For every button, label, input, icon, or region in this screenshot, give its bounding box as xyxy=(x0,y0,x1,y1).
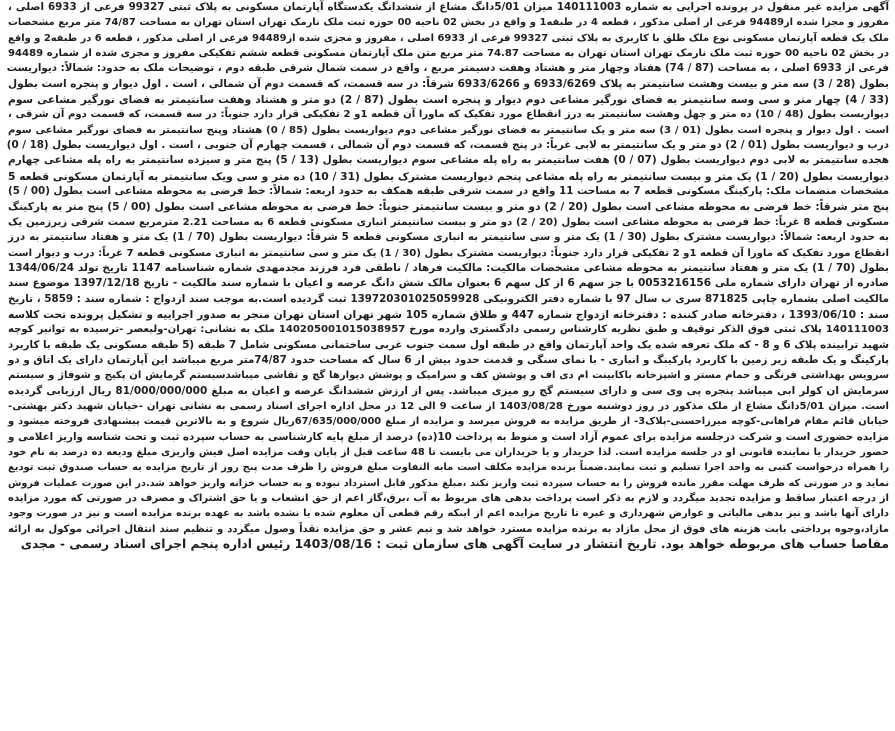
notice-line-19: صادره از تهران دارای شماره ملی 0053216156 با جز سهم 6 از کل سهم 6 بعنوان مالک شش دانگ عرصه و اعیان با شماره سند مالکیت - تاریخ 1397/12/18 موضوع سند xyxy=(8,277,889,290)
notice-line-3: ملک یک قطعه آپارتمان مسکونی نوع ملک طلق با کاربری به پلاک ثبتی 99327 فرعی از 6933 اصلی ، مفروز و مجزی شده از94489 فرعی از اصلی مذکور ، قطعه 6 در طبقه2 و واقع xyxy=(8,32,890,44)
notice-line-27: است. میزان 5/01دانگ مشاع از ملک مذکور در روز دوشنبه مورخ 1403/08/28 از ساعت 9 الی 12 در محل اداره اجرای اسناد رسمی به نشانی تهران -خیابان شهید دکتر بهشتی- xyxy=(8,400,889,412)
notice-line-10: درب و دیواریست بطول (01 / 2) دو متر و یک سانتیمتر به لابی غرباً: در پنج قسمت، که قسمت دوم آن شمالی ، قسمت چهارم آن جنوبی ، است . اول دیواریست بطول (18 / 0) xyxy=(6,139,889,152)
notice-line-22: 140111003 پلاک ثبتی فوق الذکر توقیف و طبق نظریه کارشناس رسمی دادگستری وارده مورخ 140205001015038957 ملک به نشانی: تهران-ولیعصر -ترسیده به توانیر کوچه xyxy=(8,324,890,336)
notice-line-12: دیواریست بطول (20 / 1) یک متر و بیست سانتیمتر به راه پله مشاعی پنجم دیواریست مشترک بطول (31 / 10) ده متر و سی ویک سانتیمتر به آپارتمان مسکونی قطعه 5 xyxy=(8,169,889,183)
notice-line-15: مسکونی قطعه 8 غرباً: خط فرضی به محوطه مشاعی است بطول (20 / 2) دو متر و بیست سانتیمتر انباری مسکونی قطعه 6 به مساحت 2.21 مترمربع سمت شرقی زیرزمین یک xyxy=(8,216,890,228)
notice-line-6: بطول (28 / 3) سه متر و بیست وهشت سانتیمتر به پلاک 6933/6269 و 6933/6266 شرقاً: در سه قسمت، که قسمت دوم آن شمالی ، است . اول دیوار و پنجره است بطول xyxy=(8,77,889,90)
notice-line-4: در بخش 02 ناحیه 00 حوزه ثبت ملک نارمک تهران استان تهران به مساحت 74.87 متر مربع متن ملک آپارتمان مسکونی قطعه ششم تفکیکی مفروز و مجزی شده از شماره 94489 xyxy=(8,48,890,60)
notice-line-9: است . اول دیوار و پنجره است بطول (01 / 3) سه متر و یک سانتیمتر به فضای نورگیر مشاعی دوم دیواریست بطول (85 / 0) هشتاد وپنج سانتیمتر به فضای نورگیر مشاعی سوم xyxy=(8,124,889,136)
notice-line-16: به حدود اربعه: شمالاً: دیواریست مشترک بطول (30 / 1) یک متر و سی سانتیمتر به انباری مسکونی قطعه 5 شرقاً: دیواریست بطول (70 / 1) یک متر و هفتاد سانتیمتر به درز xyxy=(8,231,890,244)
notice-line-36: مفاصا حساب های مربوطه خواهد بود. تاریخ انتشار در سایت آگهی های سازمان ثبت : 1403/08/16 رئیس اداره پنجم اجرای اسناد رسمی - مجدی xyxy=(20,537,889,552)
notice-line-2: مفروز و مجزا شده از94489 فرعی از اصلی مذکور ، قطعه 4 در طبقه1 و واقع در بخش 02 ناحیه 00 حوزه ثبت ملک نارمک تهران استان تهران به مساحت 74/87 متر مربع مشخصات xyxy=(8,17,889,29)
notice-line-34: دارای آنها باشد و نیز بدهی مالیاتی و عوارض شهرداری و غیره تا تاریخ مزایده اعم از اینکه رقم قطعی آن معلوم شده یا نشده باشد به عهده برنده مزایده است و نیز در صورت وجود xyxy=(8,508,889,520)
notice-line-5: فرعی از 6933 اصلی ، به مساحت (87 / 74) هفتاد وچهار متر و هشتاد وهفت دسیمتر مربع ، واقع در سمت شمال شرقی طبقه دوم ، توضیحات ملک به حدود: شمالاً: دیواریست xyxy=(6,62,889,75)
notice-line-18: بطول (70 / 1) یک متر و هفتاد سانتیمتر به محوطه مشاعی مشخصات مالکیت: مالکیت فرهاد / ناطقی فرد فرزند مجدمهدی شماره شناسنامه 1147 تاریخ تولد 1344/06/24 xyxy=(8,261,889,274)
notice-line-26: سرمایش ان کولر ابی میباشد پنجره پی وی سی و دارای سیستم گچ رو میزی میباشد. پس از ارزش ششدانگ عرصه و اعیان به مبلغ 81/000/000/000 ریال ارزیابی گردیده xyxy=(8,384,889,397)
notice-line-13: مشخصات منضمات ملک: پارکینگ مسکونی قطعه 7 به مساحت 11 واقع در سمت شرقی طبقه همکف به حدود اربعه: شمالاً: خط فرضی به محوطه مشاعی است بطول (00 / 5) xyxy=(8,185,890,198)
notice-line-23: شهید ترابینده پلاک 6 و 8 - که ملک تعرفه شده یک واحد آپارتمان واقع در طبقه اول سمت جنوب غربی ساختمانی مسکونی شامل 7 طبقه (5 طبقه مسکونی یک طبقه با کاربرد xyxy=(8,338,889,351)
notice-line-1: آگهی مزایده غیر منقول در پرونده اجرایی به شماره 140111003 میزان 5/01دانگ مشاع از ششدانگ یکدستگاه آپارتمان مسکونی به پلاک ثبتی 99327 فرعی از 6933 اصلی ، xyxy=(8,1,889,13)
notice-line-28: خیابان قائم مقام فراهانی-کوچه میرزاحسنی-پلاک3- از طریق مزایده به فروش میرسد و مزایده از مبلغ 67/635/000/000ریال شروع و به بالاترین قیمت پیشنهادی فروخته میشود و xyxy=(8,416,889,428)
notice-line-33: از درجه اعتبار ساقط و مزایده تجدید میگردد و لازم به ذکر است پرداخت بدهی های مربوط به آب ،برق،گاز اعم از حق انشعاب و یا حق اشتراک و مصرف در صورتی که مورد مزایده xyxy=(8,493,889,504)
notice-line-8: دیواریست بطول (48 / 10) ده متر و چهل وهشت سانتیمتر به درز انقطاع مورد تفکیک که ماورا آن قطعه 1و 2 تفکیکی قرار دارد جنوباً: در سه قسمت، که قسمت دوم آن شرقی ، xyxy=(8,109,889,121)
notice-line-14: پنج متر شرقاً: خط فرضی به محوطه مشاعی است بطول (20 / 2) دو متر و بیست سانتیمتر جنوباً: خط فرضی به محوطه مشاعی است بطول (00 / 5) پنج متر به پارکینگ xyxy=(8,200,890,214)
notice-line-25: سرویس بهداشتی فرنگی و حمام مستر و اشپزخانه باکابینت ام دی اف و پوشش کف و سرامیک و پوشش دیوارها گچ و نقاشی میباشدسیستم گرمایش ان پکیج و شوفاژ و سیستم xyxy=(8,370,889,382)
notice-line-17: انقطاع مورد تفکیک که ماورا آن قطعه 1و 2 تفکیکی قرار دارد جنوباً: دیواریست مشترک بطول (30 / 1) یک متر و سی سانتیمتر به انباری مسکونی قطعه 7 غرباً: درب و دیوار است xyxy=(8,247,890,259)
notice-line-31: را همراه درخواست کتبی به واحد اجرا تسلیم و ثبت نمایند.ضمناً برنده مزایده مکلف است مابه التفاوت مبلغ فروش را ظرف مدت پنج روز از تاریخ مزایده به حساب صندوق ثبت تودیع xyxy=(8,462,889,474)
notice-line-20: مالکیت اصلی بشماره چاپی 871825 سری ب سال 97 با شماره دفتر الکترونیکی 139720301025059928 ثبت گردیده است.به موجب سند ازدواج : شماره سند : 5859 ، تاریخ xyxy=(8,292,889,305)
notice-line-7: (33 / 4) چهار متر و سی وسه سانتیمتر به فضای نورگیر مشاعی دوم دیوار و پنجره است بطول (87 / 2) دو متر و هشتاد وهفت سانتیمتر به فضای نورگیر مشاعی سوم xyxy=(8,93,889,107)
notice-line-30: حضور خریدار یا نماینده قانونی او در جلسه مزایده است. لذا خریدار و یا خریداران می بایست تا 48 ساعت قبل از پایان وقت مزایده اصل فیش واریزی مبلغ ودیعه ده درصد به نام خود xyxy=(8,446,889,458)
notice-line-29: مزایده حضوری است و شرکت درجلسه مزایده برای عموم آزاد است و منوط به پرداخت 10(ده) درصد از مبلغ پایه کارشناسی به حساب سپرده ثبت و تحت شناسه واریز اعلامی و xyxy=(8,430,889,443)
notice-line-35: مازاد،وجوه پرداختی بابت هزینه های فوق از محل مازاد به برنده مزایده مسترد خواهد شد و نیم عشر و حق مزایده نقداً وصول میگردد و تنظیم سند انتقال اجرائی موکول به ارائه xyxy=(8,523,889,535)
notice-line-24: پارکینگ و یک طبقه زیر زمین با کاربرد پارکینگ و انباری - با نمای سنگی و قدمت حدود بیش از 6 سال که مساحت حدود 74/87متر مربع میباشد این آپارتمان دارای یک اتاق و دو xyxy=(8,353,889,366)
notice-line-32: نماید و در صورتی که ظرف مهلت مقرر مانده فروش را به حساب سپرده ثبت واریز نکند ،مبلغ مذکور قابل استرداد نبوده و به حساب خزانه واریز خواهد شد.در این صورت عملیات فروش xyxy=(8,477,889,489)
notice-line-21: سند : 1393/06/10 ، دفترخانه صادر کننده : دفترخانه ازدواج شماره 447 و طلاق شماره 105 شهر تهران استان تهران منجر به صدور اجراییه و تشکیل پرونده تحت کلاسه xyxy=(8,307,890,321)
notice-line-11: هجده سانتیمتر به لابی دوم دیواریست بطول (07 / 0) هفت سانتیمتر به راه پله مشاعی سوم دیواریست بطول (13 / 5) پنج متر و سیزده سانتیمتر به راه پله مشاعی چهارم xyxy=(8,154,889,167)
